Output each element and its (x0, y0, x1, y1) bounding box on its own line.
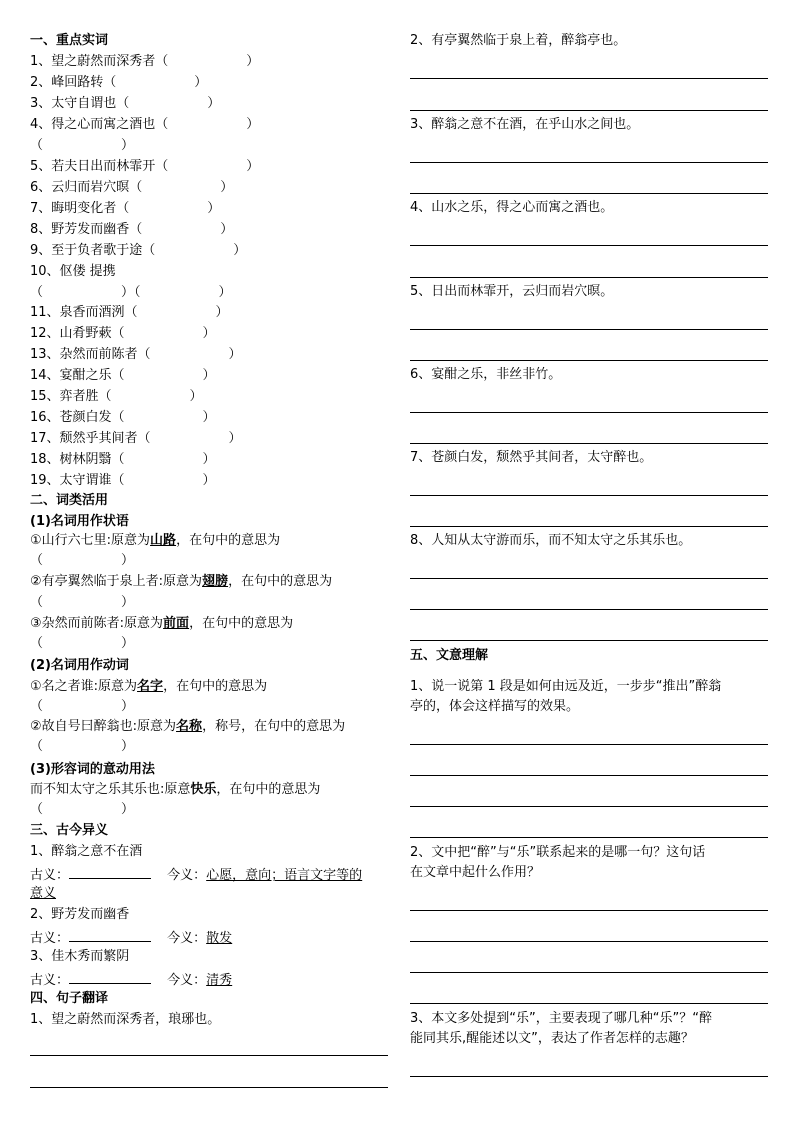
vocab-item: 11、泉香而酒洌（ ） (30, 305, 229, 320)
answer-line[interactable] (410, 162, 768, 163)
translate-question: 8、人知从太守游而乐，而不知太守之乐其乐也。 (410, 533, 692, 548)
answer-paren: （ ） (30, 553, 135, 568)
comprehension-question: 1、说一说第 1 段是如何由远及近，一步步“推出”醉翁 (410, 679, 722, 694)
answer-line[interactable] (410, 806, 768, 807)
answer-line[interactable] (410, 245, 768, 246)
subsection-title: (1)名词用作状语 (30, 514, 129, 529)
vocab-item: 17、颓然乎其间者（ ） (30, 431, 242, 446)
answer-line[interactable] (410, 972, 768, 973)
vocab-item: 10、伛偻 提携 (30, 264, 116, 279)
answer-paren: （ ） (30, 802, 135, 817)
answer-line[interactable] (410, 941, 768, 942)
answer-line[interactable] (30, 1055, 388, 1056)
answer-line[interactable] (410, 609, 768, 610)
answer-line[interactable] (410, 443, 768, 444)
answer-paren: （ ） (30, 595, 135, 610)
vocab-item: 16、苍颜白发（ ） (30, 410, 216, 425)
translate-question: 3、醉翁之意不在酒，在乎山水之间也。 (410, 117, 640, 132)
vocab-item: 14、宴酣之乐（ ） (30, 368, 216, 383)
vocab-item: 18、树林阴翳（ ） (30, 452, 216, 467)
answer-line[interactable] (410, 412, 768, 413)
answer-line[interactable] (410, 360, 768, 361)
meaning-continued: 意义 (30, 886, 57, 901)
vocab-item: （ ）（ ） (30, 285, 232, 300)
translate-question: 7、苍颜白发，颓然乎其间者，太守醉也。 (410, 450, 653, 465)
usage-item: ②有亭翼然临于泉上者:原意为翅膀，在句中的意思为 (30, 574, 333, 589)
section-3-title: 三、古今异义 (30, 823, 109, 838)
comprehension-question-cont: 亭的，体会这样描写的效果。 (410, 699, 580, 714)
fill-blank[interactable] (69, 927, 151, 942)
vocab-item: （ ） (30, 138, 135, 153)
answer-line[interactable] (410, 193, 768, 194)
usage-item: ①名之者谁:原意为名字，在句中的意思为 (30, 679, 268, 694)
answer-line[interactable] (410, 495, 768, 496)
usage-item: ②故自号曰醉翁也:原意为名称，称号，在句中的意思为 (30, 719, 346, 734)
answer-paren: （ ） (30, 699, 135, 714)
vocab-item: 5、若夫日出而林霏开（ ） (30, 159, 260, 174)
answer-line[interactable] (30, 1087, 388, 1088)
answer-paren: （ ） (30, 636, 135, 651)
answer-line[interactable] (410, 1076, 768, 1077)
answer-line[interactable] (410, 837, 768, 838)
answer-line[interactable] (410, 640, 768, 641)
vocab-item: 13、杂然而前陈者（ ） (30, 347, 242, 362)
section-1-title: 一、重点实词 (30, 33, 109, 48)
usage-item: ①山行六七里:原意为山路，在句中的意思为 (30, 533, 281, 548)
vocab-item: 6、云归而岩穴暝（ ） (30, 180, 234, 195)
vocab-item: 19、太守谓谁（ ） (30, 473, 216, 488)
vocab-item: 9、至于负者歌于途（ ） (30, 243, 247, 258)
translate-question: 1、望之蔚然而深秀者，琅琊也。 (30, 1012, 221, 1027)
vocab-item: 15、弈者胜（ ） (30, 389, 203, 404)
comprehension-question-cont: 能同其乐,醒能述以文”，表达了作者怎样的志趣？ (410, 1031, 694, 1046)
answer-line[interactable] (410, 526, 768, 527)
answer-line[interactable] (410, 78, 768, 79)
translate-question: 2、有亭翼然临于泉上着，醉翁亭也。 (410, 33, 627, 48)
usage-item: ③杂然而前陈者:原意为前面，在句中的意思为 (30, 616, 294, 631)
term-item: 2、野芳发而幽香 (30, 907, 130, 922)
meaning-row: 古义： 今义：清秀 (30, 969, 232, 990)
comprehension-question: 2、文中把“醉”与“乐”联系起来的是哪一句？这句话 (410, 845, 706, 860)
meaning-row: 古义： 今义：心愿，意向；语言文字等的 (30, 864, 362, 885)
section-5-title: 五、文意理解 (410, 648, 489, 663)
comprehension-question: 3、本文多处提到“乐”，主要表现了哪几种“乐”？“醉 (410, 1011, 712, 1026)
fill-blank[interactable] (69, 864, 151, 879)
answer-line[interactable] (410, 910, 768, 911)
translate-question: 6、宴酣之乐，非丝非竹。 (410, 367, 562, 382)
usage-item: 而不知太守之乐其乐也:原意快乐，在句中的意思为 (30, 782, 321, 797)
answer-paren: （ ） (30, 739, 135, 754)
answer-line[interactable] (410, 775, 768, 776)
section-2-title: 二、词类活用 (30, 493, 109, 508)
meaning-row: 古义： 今义：散发 (30, 927, 232, 948)
vocab-item: 8、野芳发而幽香（ ） (30, 222, 234, 237)
fill-blank[interactable] (69, 969, 151, 984)
term-item: 3、佳木秀而繁阴 (30, 949, 130, 964)
vocab-item: 7、晦明变化者（ ） (30, 201, 221, 216)
answer-line[interactable] (410, 277, 768, 278)
translate-question: 5、日出而林霏开，云归而岩穴暝。 (410, 284, 614, 299)
answer-line[interactable] (410, 744, 768, 745)
vocab-item: 1、望之蔚然而深秀者（ ） (30, 54, 260, 69)
section-4-title: 四、句子翻译 (30, 991, 109, 1006)
comprehension-question-cont: 在文章中起什么作用？ (410, 865, 541, 880)
vocab-item: 3、太守自谓也（ ） (30, 96, 221, 111)
vocab-item: 2、峰回路转（ ） (30, 75, 208, 90)
vocab-item: 12、山肴野蔌（ ） (30, 326, 216, 341)
subsection-title: (3)形容词的意动用法 (30, 762, 155, 777)
translate-question: 4、山水之乐，得之心而寓之酒也。 (410, 200, 614, 215)
answer-line[interactable] (410, 1003, 768, 1004)
vocab-item: 4、得之心而寓之酒也（ ） (30, 117, 260, 132)
answer-line[interactable] (410, 110, 768, 111)
answer-line[interactable] (410, 578, 768, 579)
term-item: 1、醉翁之意不在酒 (30, 844, 143, 859)
answer-line[interactable] (410, 329, 768, 330)
subsection-title: (2)名词用作动词 (30, 658, 129, 673)
